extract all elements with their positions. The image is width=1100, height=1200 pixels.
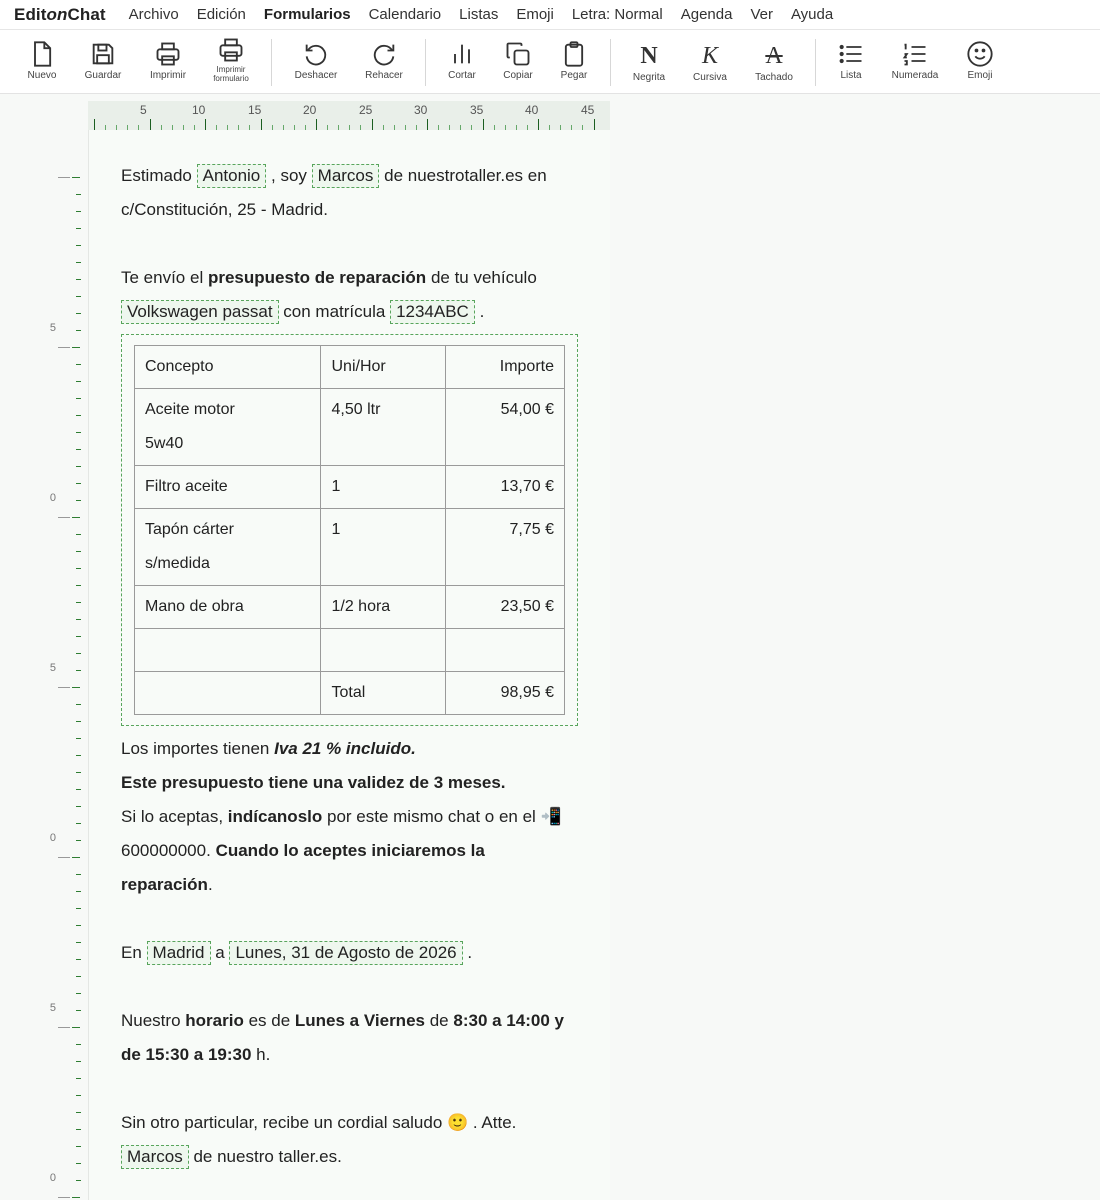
ruler-tick [72, 687, 80, 688]
ruler-tick [76, 1010, 81, 1011]
ruler-tick [76, 1095, 81, 1096]
ruler-tick [76, 925, 81, 926]
ruler-tick [76, 449, 81, 450]
new-file-icon [28, 40, 56, 68]
ruler-tick [72, 347, 80, 348]
ruler-tick [76, 619, 81, 620]
table-header-row: Concepto Uni/Hor Importe [135, 346, 565, 389]
ruler-dash [58, 1197, 70, 1198]
ruler-tick [76, 755, 81, 756]
menu-letra[interactable]: Letra: Normal [571, 6, 663, 23]
iva-line: Los importes tienen Iva 21 % incluido. [121, 739, 416, 758]
ruler-tick [76, 381, 81, 382]
numbered-list-icon [901, 40, 929, 68]
print-button[interactable]: Imprimir [146, 30, 190, 94]
menu-ayuda[interactable]: Ayuda [790, 6, 834, 23]
save-button[interactable]: Guardar [82, 30, 124, 94]
ruler-tick [76, 211, 81, 212]
menu-formularios[interactable]: Formularios [263, 6, 351, 23]
ruler-tick [483, 119, 484, 130]
toolbar-separator [610, 39, 611, 86]
ruler-tick [76, 602, 81, 603]
ruler-tick [76, 296, 81, 297]
repair-line: reparación. [121, 875, 213, 894]
ruler-tick [76, 534, 81, 535]
ruler-tick [76, 364, 81, 365]
toolbar-separator [271, 39, 272, 86]
bar-chart-icon [448, 40, 476, 68]
ruler-tick [76, 772, 81, 773]
undo-icon [302, 40, 330, 68]
greeting-line: Estimado Antonio , soy Marcos de nuestrotaller.es en [121, 159, 581, 193]
menu-archivo[interactable]: Archivo [128, 6, 179, 23]
ruler-tick [205, 119, 206, 130]
ruler-tick [76, 1078, 81, 1079]
quote-table [134, 345, 565, 715]
plate-field[interactable]: 1234ABC [390, 300, 475, 324]
toolbar-separator [425, 39, 426, 86]
ruler-tick [76, 670, 81, 671]
ruler-tick [76, 823, 81, 824]
ruler-dash [58, 177, 70, 178]
ruler-dash [58, 517, 70, 518]
ruler-tick [76, 1163, 81, 1164]
ruler-tick [427, 119, 428, 130]
ruler-tick [76, 959, 81, 960]
ruler-tick [150, 119, 151, 130]
validity-line: Este presupuesto tiene una validez de 3 meses. [121, 773, 506, 792]
clipboard-icon [560, 40, 588, 68]
ruler-tick [372, 119, 373, 130]
ruler-tick [76, 500, 81, 501]
new-button[interactable]: Nuevo [22, 30, 62, 94]
ruler-tick [76, 262, 81, 263]
ruler-tick [76, 721, 81, 722]
ruler-tick [76, 568, 81, 569]
schedule-line-2: de 15:30 a 19:30 h. [121, 1045, 271, 1064]
italic-icon: K [701, 43, 718, 69]
ruler-tick [76, 704, 81, 705]
ruler-tick [76, 398, 81, 399]
ruler-tick [72, 177, 80, 178]
ruler-tick [316, 119, 317, 130]
copy-button[interactable]: Copiar [500, 30, 536, 94]
accept-line: Si lo aceptas, indícanoslo por este mismo chat o en el 📲 [121, 807, 562, 826]
ruler-tick [72, 517, 80, 518]
ruler-tick [76, 330, 81, 331]
ruler-tick [76, 891, 81, 892]
ruler-tick [76, 789, 81, 790]
table-row: Aceite motor 5w40 4,50 ltr 54,00 € [135, 389, 565, 466]
signature-field[interactable]: Marcos [121, 1145, 189, 1169]
app-logo: EditonChat [14, 4, 106, 24]
ruler-tick [76, 1044, 81, 1045]
numbered-list-button[interactable]: Numerada [888, 30, 942, 94]
ruler-tick [76, 313, 81, 314]
toolbar [0, 30, 1100, 94]
document-body[interactable] [121, 159, 581, 1174]
ruler-tick [76, 194, 81, 195]
ruler-tick [76, 466, 81, 467]
ruler-tick [76, 415, 81, 416]
table-row [135, 629, 565, 672]
ruler-tick [76, 840, 81, 841]
ruler-tick [538, 119, 539, 130]
ruler-dash [58, 687, 70, 688]
printer-form-icon [217, 36, 245, 64]
place-date-line: En Madrid a Lunes, 31 de Agosto de 2026 . [121, 936, 581, 970]
undo-button[interactable]: Deshacer [290, 30, 342, 94]
save-icon [89, 40, 117, 68]
intro-line: Te envío el presupuesto de reparación de tu vehículo [121, 268, 537, 287]
table-total-row: Total 98,95 € [135, 672, 565, 715]
sender-field[interactable]: Marcos [312, 164, 380, 188]
strikethrough-button[interactable]: A Tachado [755, 43, 793, 83]
quote-table-field[interactable] [121, 334, 578, 726]
farewell-line: Sin otro particular, recibe un cordial saludo 🙂 . Atte. [121, 1113, 517, 1132]
ruler-tick [76, 1129, 81, 1130]
horizontal-ruler[interactable]: 5 10 15 20 25 30 35 40 45 [88, 101, 610, 130]
ruler-dash [58, 347, 70, 348]
signature-line: Marcos de nuestro taller.es. [121, 1140, 581, 1174]
copy-icon [504, 40, 532, 68]
italic-button[interactable]: K Cursiva [693, 43, 727, 83]
emoji-button[interactable]: Emoji [962, 30, 998, 94]
bullet-list-icon [837, 40, 865, 68]
menu-ver[interactable]: Ver [750, 6, 773, 23]
menu-bar [0, 0, 1100, 30]
ruler-dash [58, 857, 70, 858]
city-field[interactable]: Madrid [147, 941, 211, 965]
ruler-tick [76, 806, 81, 807]
menu-agenda[interactable]: Agenda [680, 6, 733, 23]
cut-button[interactable]: Cortar [444, 30, 480, 94]
redo-icon [370, 40, 398, 68]
ruler-tick [94, 119, 95, 130]
ruler-tick [76, 228, 81, 229]
menu-edicion[interactable]: Edición [196, 6, 246, 23]
address-line: c/Constitución, 25 - Madrid. [121, 200, 328, 219]
ruler-tick [76, 908, 81, 909]
list-button[interactable]: Lista [834, 30, 868, 94]
table-row: Mano de obra 1/2 hora 23,50 € [135, 586, 565, 629]
ruler-tick [76, 551, 81, 552]
ruler-tick [76, 279, 81, 280]
ruler-tick [76, 1061, 81, 1062]
table-row: Tapón cárter s/medida 1 7,75 € [135, 509, 565, 586]
printer-icon [154, 40, 182, 68]
bold-icon: N [640, 43, 658, 69]
ruler-dash [58, 1027, 70, 1028]
ruler-tick [594, 119, 595, 130]
ruler-tick [72, 857, 80, 858]
ruler-tick [76, 653, 81, 654]
date-field[interactable]: Lunes, 31 de Agosto de 2026 [229, 941, 462, 965]
ruler-tick [261, 119, 262, 130]
ruler-tick [76, 874, 81, 875]
recipient-field[interactable]: Antonio [197, 164, 267, 188]
ruler-tick [76, 432, 81, 433]
ruler-tick [76, 738, 81, 739]
ruler-tick [76, 585, 81, 586]
ruler-tick [76, 245, 81, 246]
ruler-tick [76, 1146, 81, 1147]
ruler-tick [76, 636, 81, 637]
ruler-tick [72, 1197, 80, 1198]
redo-button[interactable]: Rehacer [360, 30, 408, 94]
toolbar-separator [815, 39, 816, 86]
print-form-button[interactable]: Imprimir formulario [208, 30, 254, 94]
ruler-tick [76, 483, 81, 484]
ruler-tick [76, 993, 81, 994]
ruler-tick [76, 1112, 81, 1113]
vehicle-field[interactable]: Volkswagen passat [121, 300, 279, 324]
ruler-tick [76, 976, 81, 977]
bold-button[interactable]: N Negrita [632, 43, 666, 83]
ruler-tick [72, 1027, 80, 1028]
ruler-tick [76, 1180, 81, 1181]
vehicle-line: Volkswagen passat con matrícula 1234ABC . [121, 295, 581, 329]
strikethrough-icon: A [765, 43, 783, 69]
vertical-ruler[interactable]: 5 0 5 0 5 0 [0, 130, 88, 1200]
menu-listas[interactable]: Listas [459, 6, 499, 23]
paste-button[interactable]: Pegar [556, 30, 592, 94]
smiley-icon [966, 40, 994, 68]
ruler-tick [76, 942, 81, 943]
menu-emoji[interactable]: Emoji [516, 6, 554, 23]
table-row: Filtro aceite 1 13,70 € [135, 466, 565, 509]
menu-calendario[interactable]: Calendario [368, 6, 442, 23]
schedule-line: Nuestro horario es de Lunes a Viernes de 8:30 a 14:00 y [121, 1011, 564, 1030]
phone-line: 600000000. Cuando lo aceptes iniciaremos la [121, 841, 485, 860]
